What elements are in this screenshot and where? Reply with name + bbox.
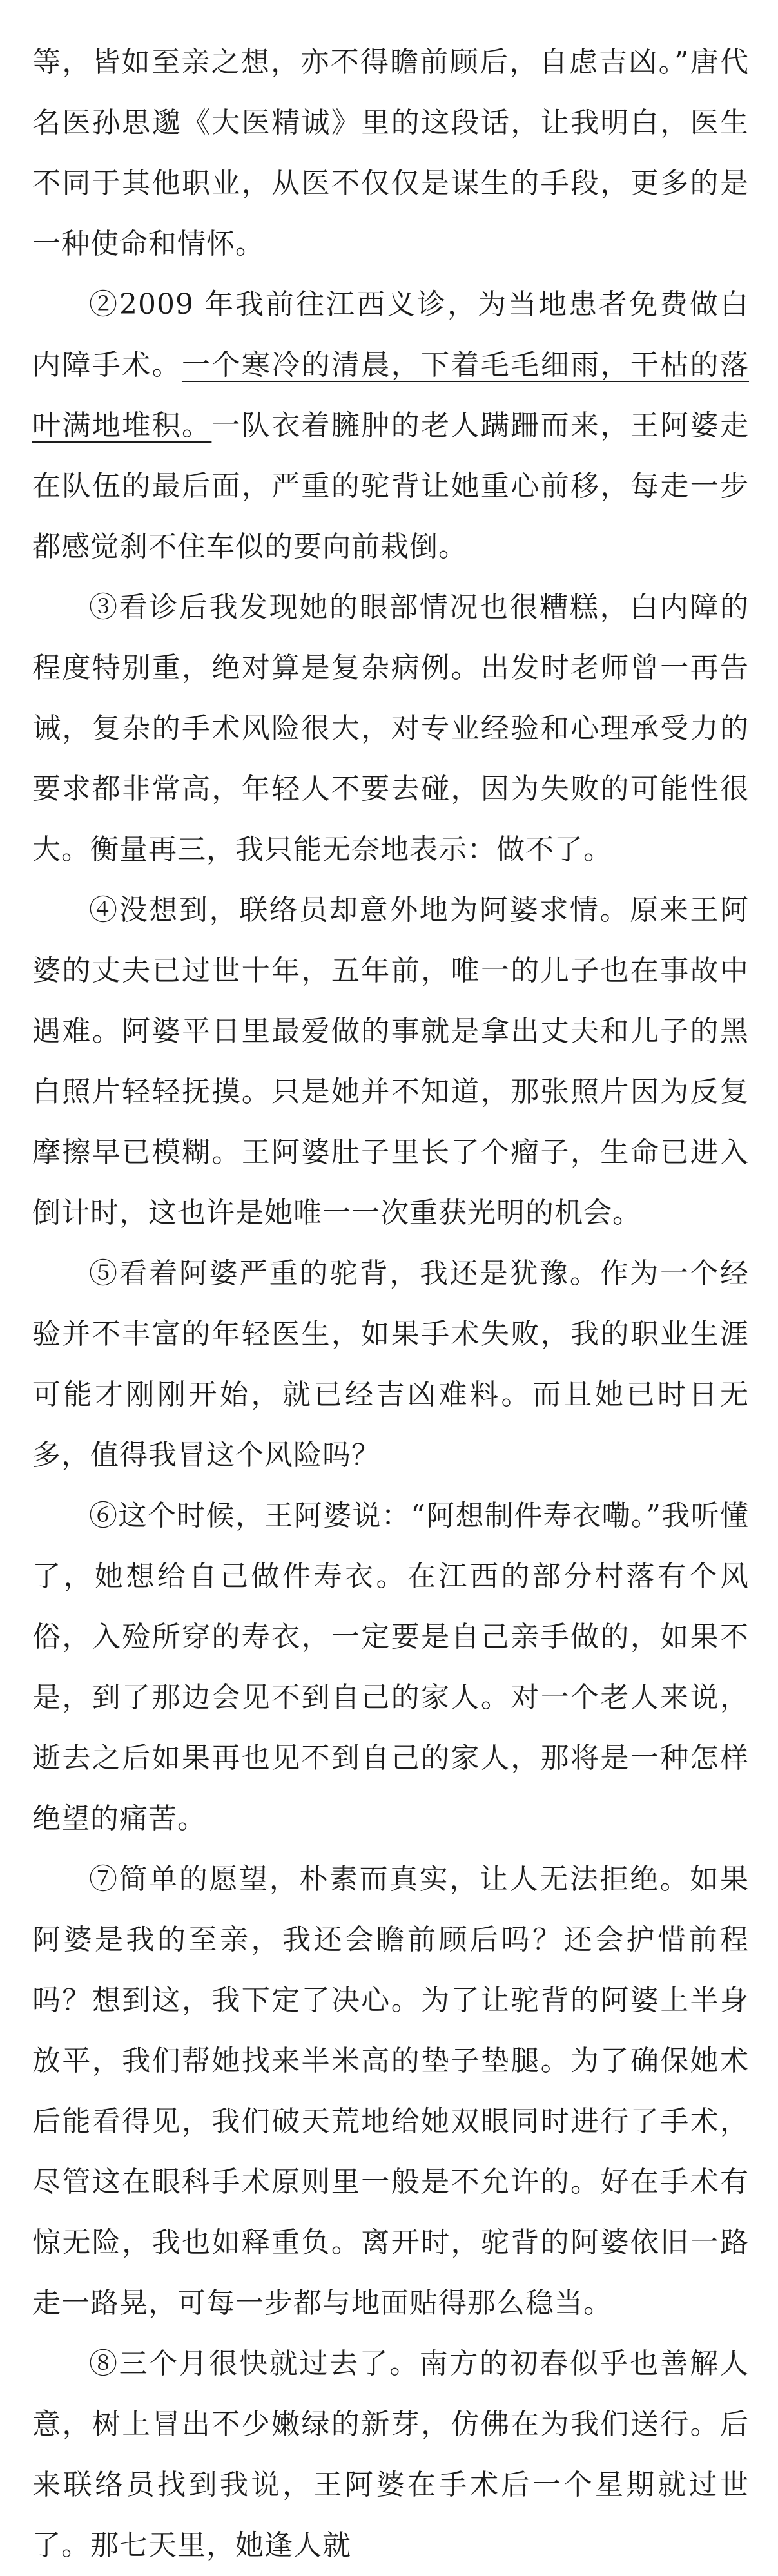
paragraph-4: ④没想到，联络员却意外地为阿婆求情。原来王阿婆的丈夫已过世十年，五年前，唯一的儿子也在事故中遇难。阿婆平日里最爱做的事就是拿出丈夫和儿子的黑白照片轻轻抚摸。只是她并不知道，那张照片因为反复摩擦早已模糊。王阿婆肚子里长了个瘤子，生命已进入倒计时，这也许是她唯一一次重获光明的机会。 [32, 894, 749, 1229]
paragraph-2-rest: 一队衣着臃肿的老人蹒跚而来，王阿婆走在队伍的最后面，严重的驼背让她重心前移，每走一步都感觉刹不住车似的要向前栽倒。 [32, 409, 750, 563]
paragraph-2 [32, 274, 749, 577]
paragraph-7: ⑦简单的愿望，朴素而真实，让人无法拒绝。如果阿婆是我的至亲，我还会瞻前顾后吗？还会护惜前程吗？想到这，我下定了决心。为了让驼背的阿婆上半身放平，我们帮她找来半米高的垫子垫腿。为了确保她术后能看得见，我们破天荒地给她双眼同时进行了手术，尽管这在眼科手术原则里一般是不允许的。好在手术有惊无险，我也如释重负。离开时，驼背的阿婆依旧一路走一路晃，可每一步都与地面贴得那么稳当。 [32, 1863, 749, 2320]
paragraph-3: ③看诊后我发现她的眼部情况也很糟糕，白内障的程度特别重，绝对算是复杂病例。出发时老师曾一再告诫，复杂的手术风险很大，对专业经验和心理承受力的要求都非常高，年轻人不要去碰，因为失败的可能性很大。衡量再三，我只能无奈地表示：做不了。 [32, 591, 749, 866]
paragraph-5: ⑤看着阿婆严重的驼背，我还是犹豫。作为一个经验并不丰富的年轻医生，如果手术失败，我的职业生涯可能才刚刚开始，就已经吉凶难料。而且她已时日无多，值得我冒这个风险吗？ [32, 1257, 749, 1472]
paragraph-opening: 等，皆如至亲之想，亦不得瞻前顾后，自虑吉凶。”唐代名医孙思邈《大医精诚》里的这段话，让我明白，医生不同于其他职业，从医不仅仅是谋生的手段，更多的是一种使命和情怀。 [32, 46, 749, 260]
paragraph-6: ⑥这个时候，王阿婆说：“阿想制件寿衣嘞。”我听懂了，她想给自己做件寿衣。在江西的部分村落有个风俗，入殓所穿的寿衣，一定要是自己亲手做的，如果不是，到了那边会见不到自己的家人。对一个老人来说，逝去之后如果再也见不到自己的家人，那将是一种怎样绝望的痛苦。 [32, 1499, 749, 1835]
paragraph-2-lead: ②2009 年我前往江西义诊，为当地患者免费做白内障手术。 [32, 288, 749, 381]
paragraph-8: ⑧三个月很快就过去了。南方的初春似乎也善解人意，树上冒出不少嫩绿的新芽，仿佛在为我们送行。后来联络员找到我说，王阿婆在手术后一个星期就过世了。那七天里，她逢人就 [32, 2347, 749, 2562]
underlined-sentence: 一个寒冷的清晨，下着毛毛细雨，干枯的落叶满地堆积。 [32, 349, 750, 442]
